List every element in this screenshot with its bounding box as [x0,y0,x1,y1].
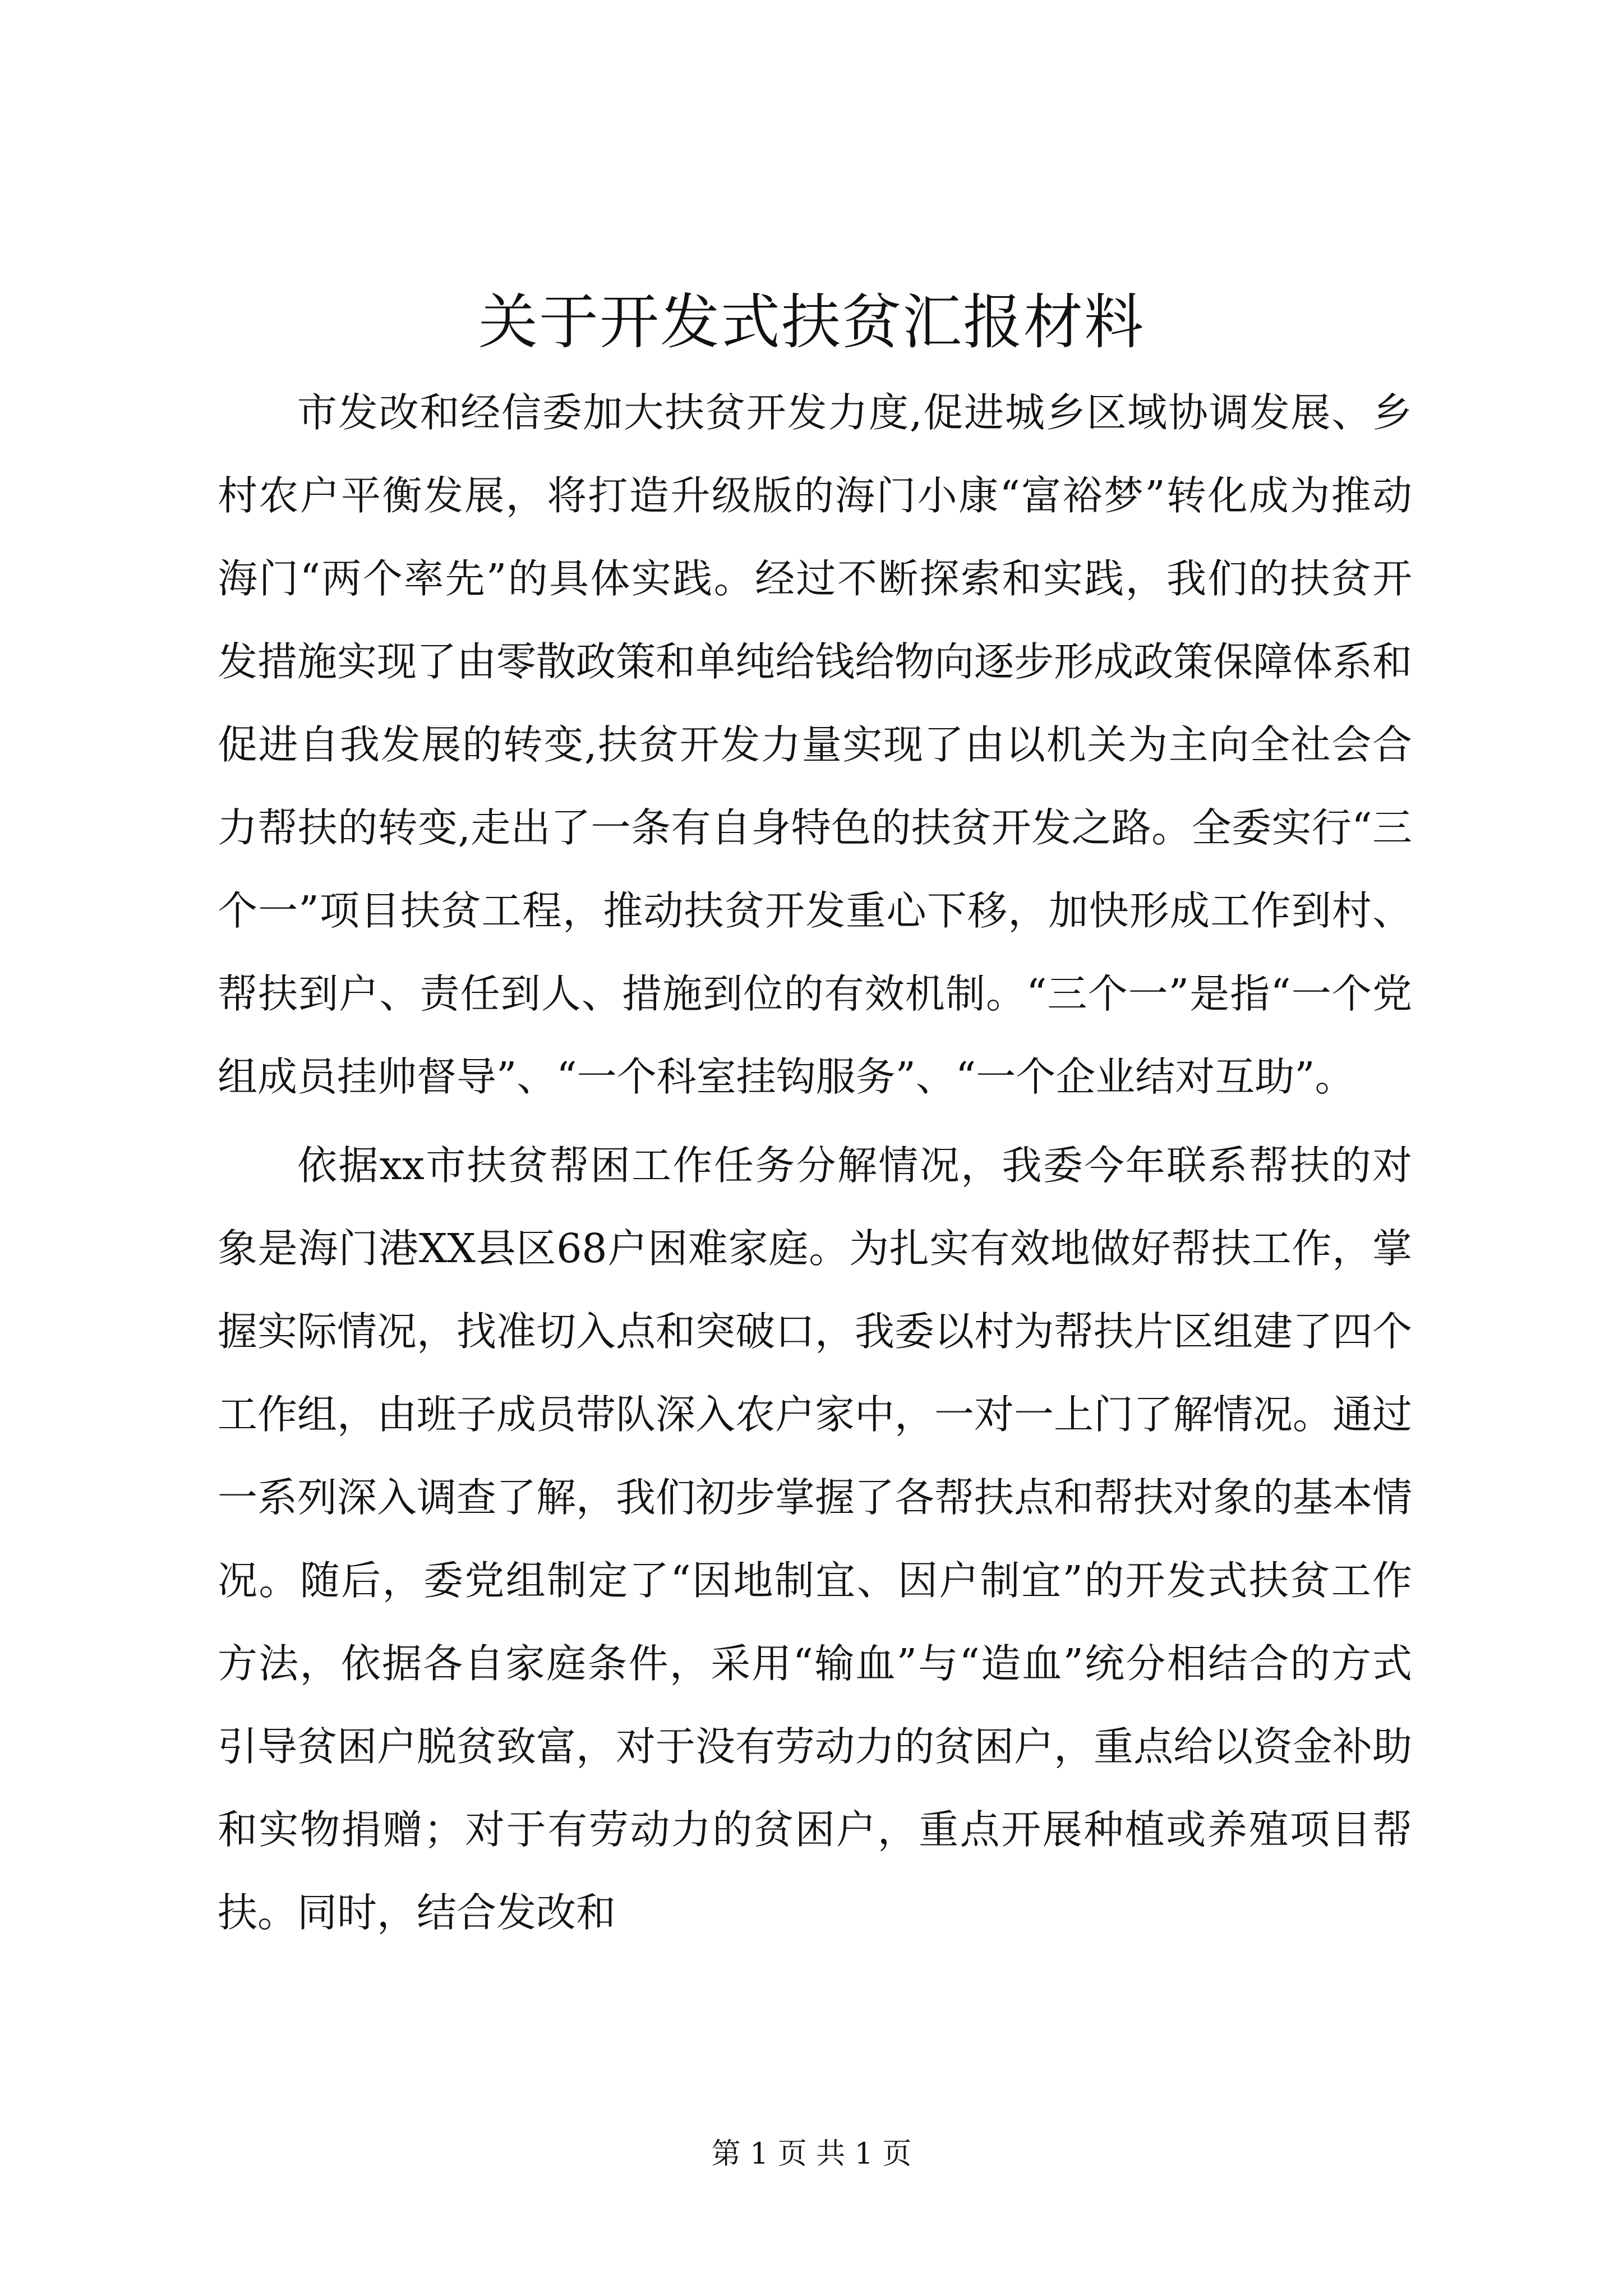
paragraph-1: 市发改和经信委加大扶贫开发力度,促进城乡区域协调发展、乡村农户平衡发展，将打造升级版的海门小康“富裕梦”转化成为推动海门“两个率先”的具体实践。经过不断探索和实践，我们的扶贫开发措施实现了由零散政策和单纯给钱给物向逐步形成政策保障体系和促进自我发展的转变,扶贫开发力量实现了由以机关为主向全社会合力帮扶的转变,走出了一条有自身特色的扶贫开发之路。全委实行“三个一”项目扶贫工程，推动扶贫开发重心下移，加快形成工作到村、帮扶到户、责任到人、措施到位的有效机制。“三个一”是指“一个党组成员挂帅督导”、“一个科室挂钩服务”、“一个企业结对互助”。 [218,389,1413,1100]
page-footer: 第 1 页 共 1 页 [711,2137,912,2171]
document-body [218,371,1412,1960]
document-title: 关于开发式扶贫汇报材料 [478,288,1145,357]
paragraph-2: 依据xx市扶贫帮困工作任务分解情况，我委今年联系帮扶的对象是海门港XX县区68户困难家庭。为扎实有效地做好帮扶工作，掌握实际情况，找准切入点和突破口，我委以村为帮扶片区组建了四个工作组，由班子成员带队深入农户家中，一对一上门了解情况。通过一系列深入调查了解，我们初步掌握了各帮扶点和帮扶对象的基本情况。随后，委党组制定了“因地制宜、因户制宜”的开发式扶贫工作方法，依据各自家庭条件，采用“输血”与“造血”统分相结合的方式引导贫困户脱贫致富，对于没有劳动力的贫困户，重点给以资金补助和实物捐赠；对于有劳动力的贫困户，重点开展种植或养殖项目帮扶。同时，结合发改和 [218,1142,1413,1936]
